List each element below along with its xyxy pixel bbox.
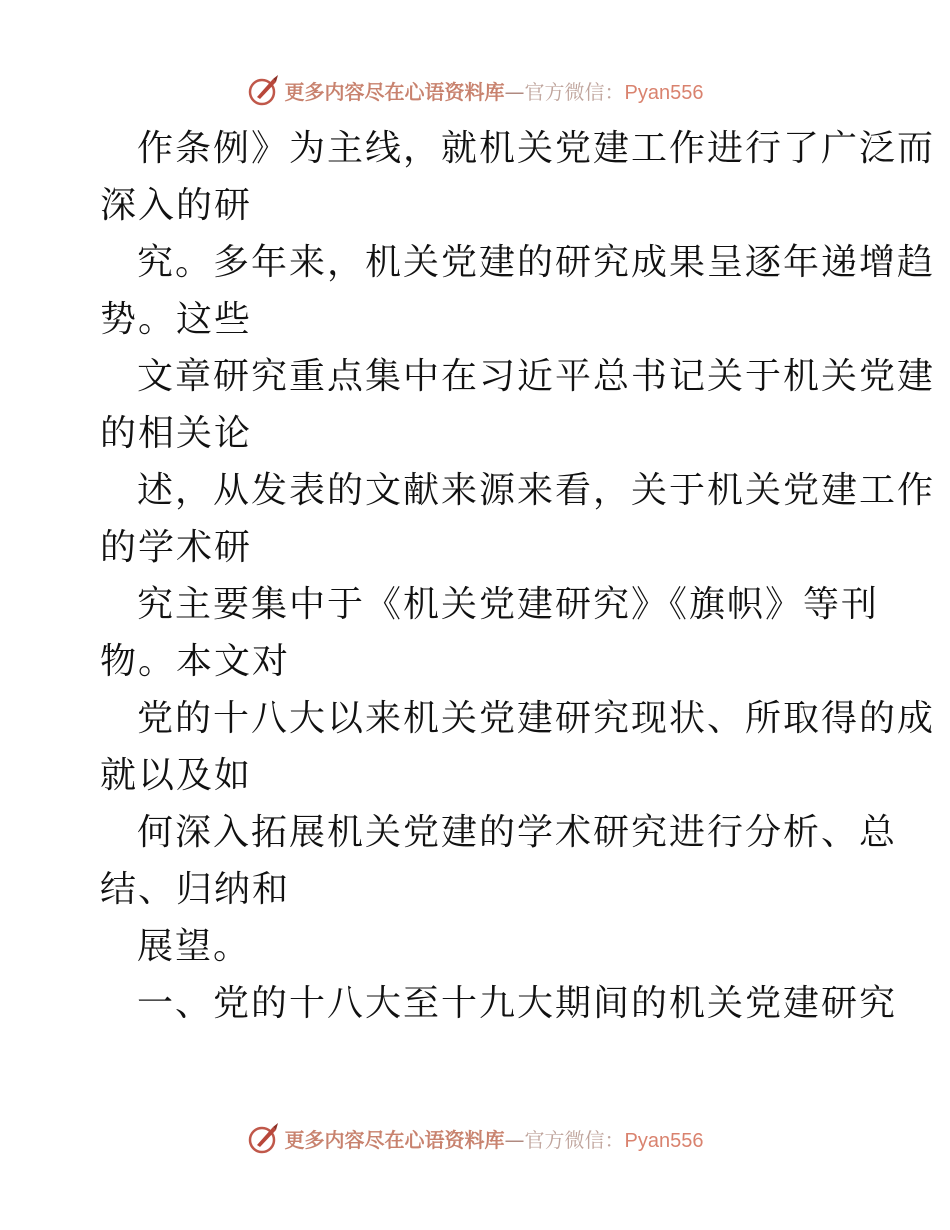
text-line: 势。这些 — [100, 299, 253, 340]
section-heading: 一、党的十八大至十九大期间的机关党建研究 — [137, 983, 898, 1024]
text-line: 展望。 — [137, 926, 252, 967]
text-line: 文章研究重点集中在习近平总书记关于机关党建 — [137, 356, 936, 397]
footer-watermark — [0, 1118, 950, 1158]
text-line: 究主要集中于《机关党建研究》《旗帜》等刊 — [137, 584, 880, 625]
text-line: 党的十八大以来机关党建研究现状、所取得的成 — [137, 698, 936, 739]
text-line: 的相关论 — [100, 413, 253, 454]
watermark-text: 更多内容尽在心语资料库—官方微信：Pyan556 — [284, 79, 704, 104]
header-watermark — [0, 70, 950, 110]
text-line: 就以及如 — [100, 755, 253, 796]
text-line: 究。多年来，机关党建的研究成果呈逐年递增趋 — [137, 242, 936, 283]
quill-logo-icon — [247, 1121, 281, 1155]
text-line: 结、归纳和 — [100, 869, 291, 910]
text-line: 何深入拓展机关党建的学术研究进行分析、总 — [137, 812, 898, 853]
text-line: 深入的研 — [100, 185, 253, 226]
text-line: 述，从发表的文献来源来看，关于机关党建工作 — [137, 470, 936, 511]
quill-logo-icon — [247, 73, 281, 107]
watermark-text: 更多内容尽在心语资料库—官方微信：Pyan556 — [284, 1127, 704, 1152]
text-line: 作条例》为主线，就机关党建工作进行了广泛而 — [137, 128, 936, 169]
text-line: 物。本文对 — [100, 641, 291, 682]
text-line: 的学术研 — [100, 527, 253, 568]
document-body — [100, 120, 936, 1032]
